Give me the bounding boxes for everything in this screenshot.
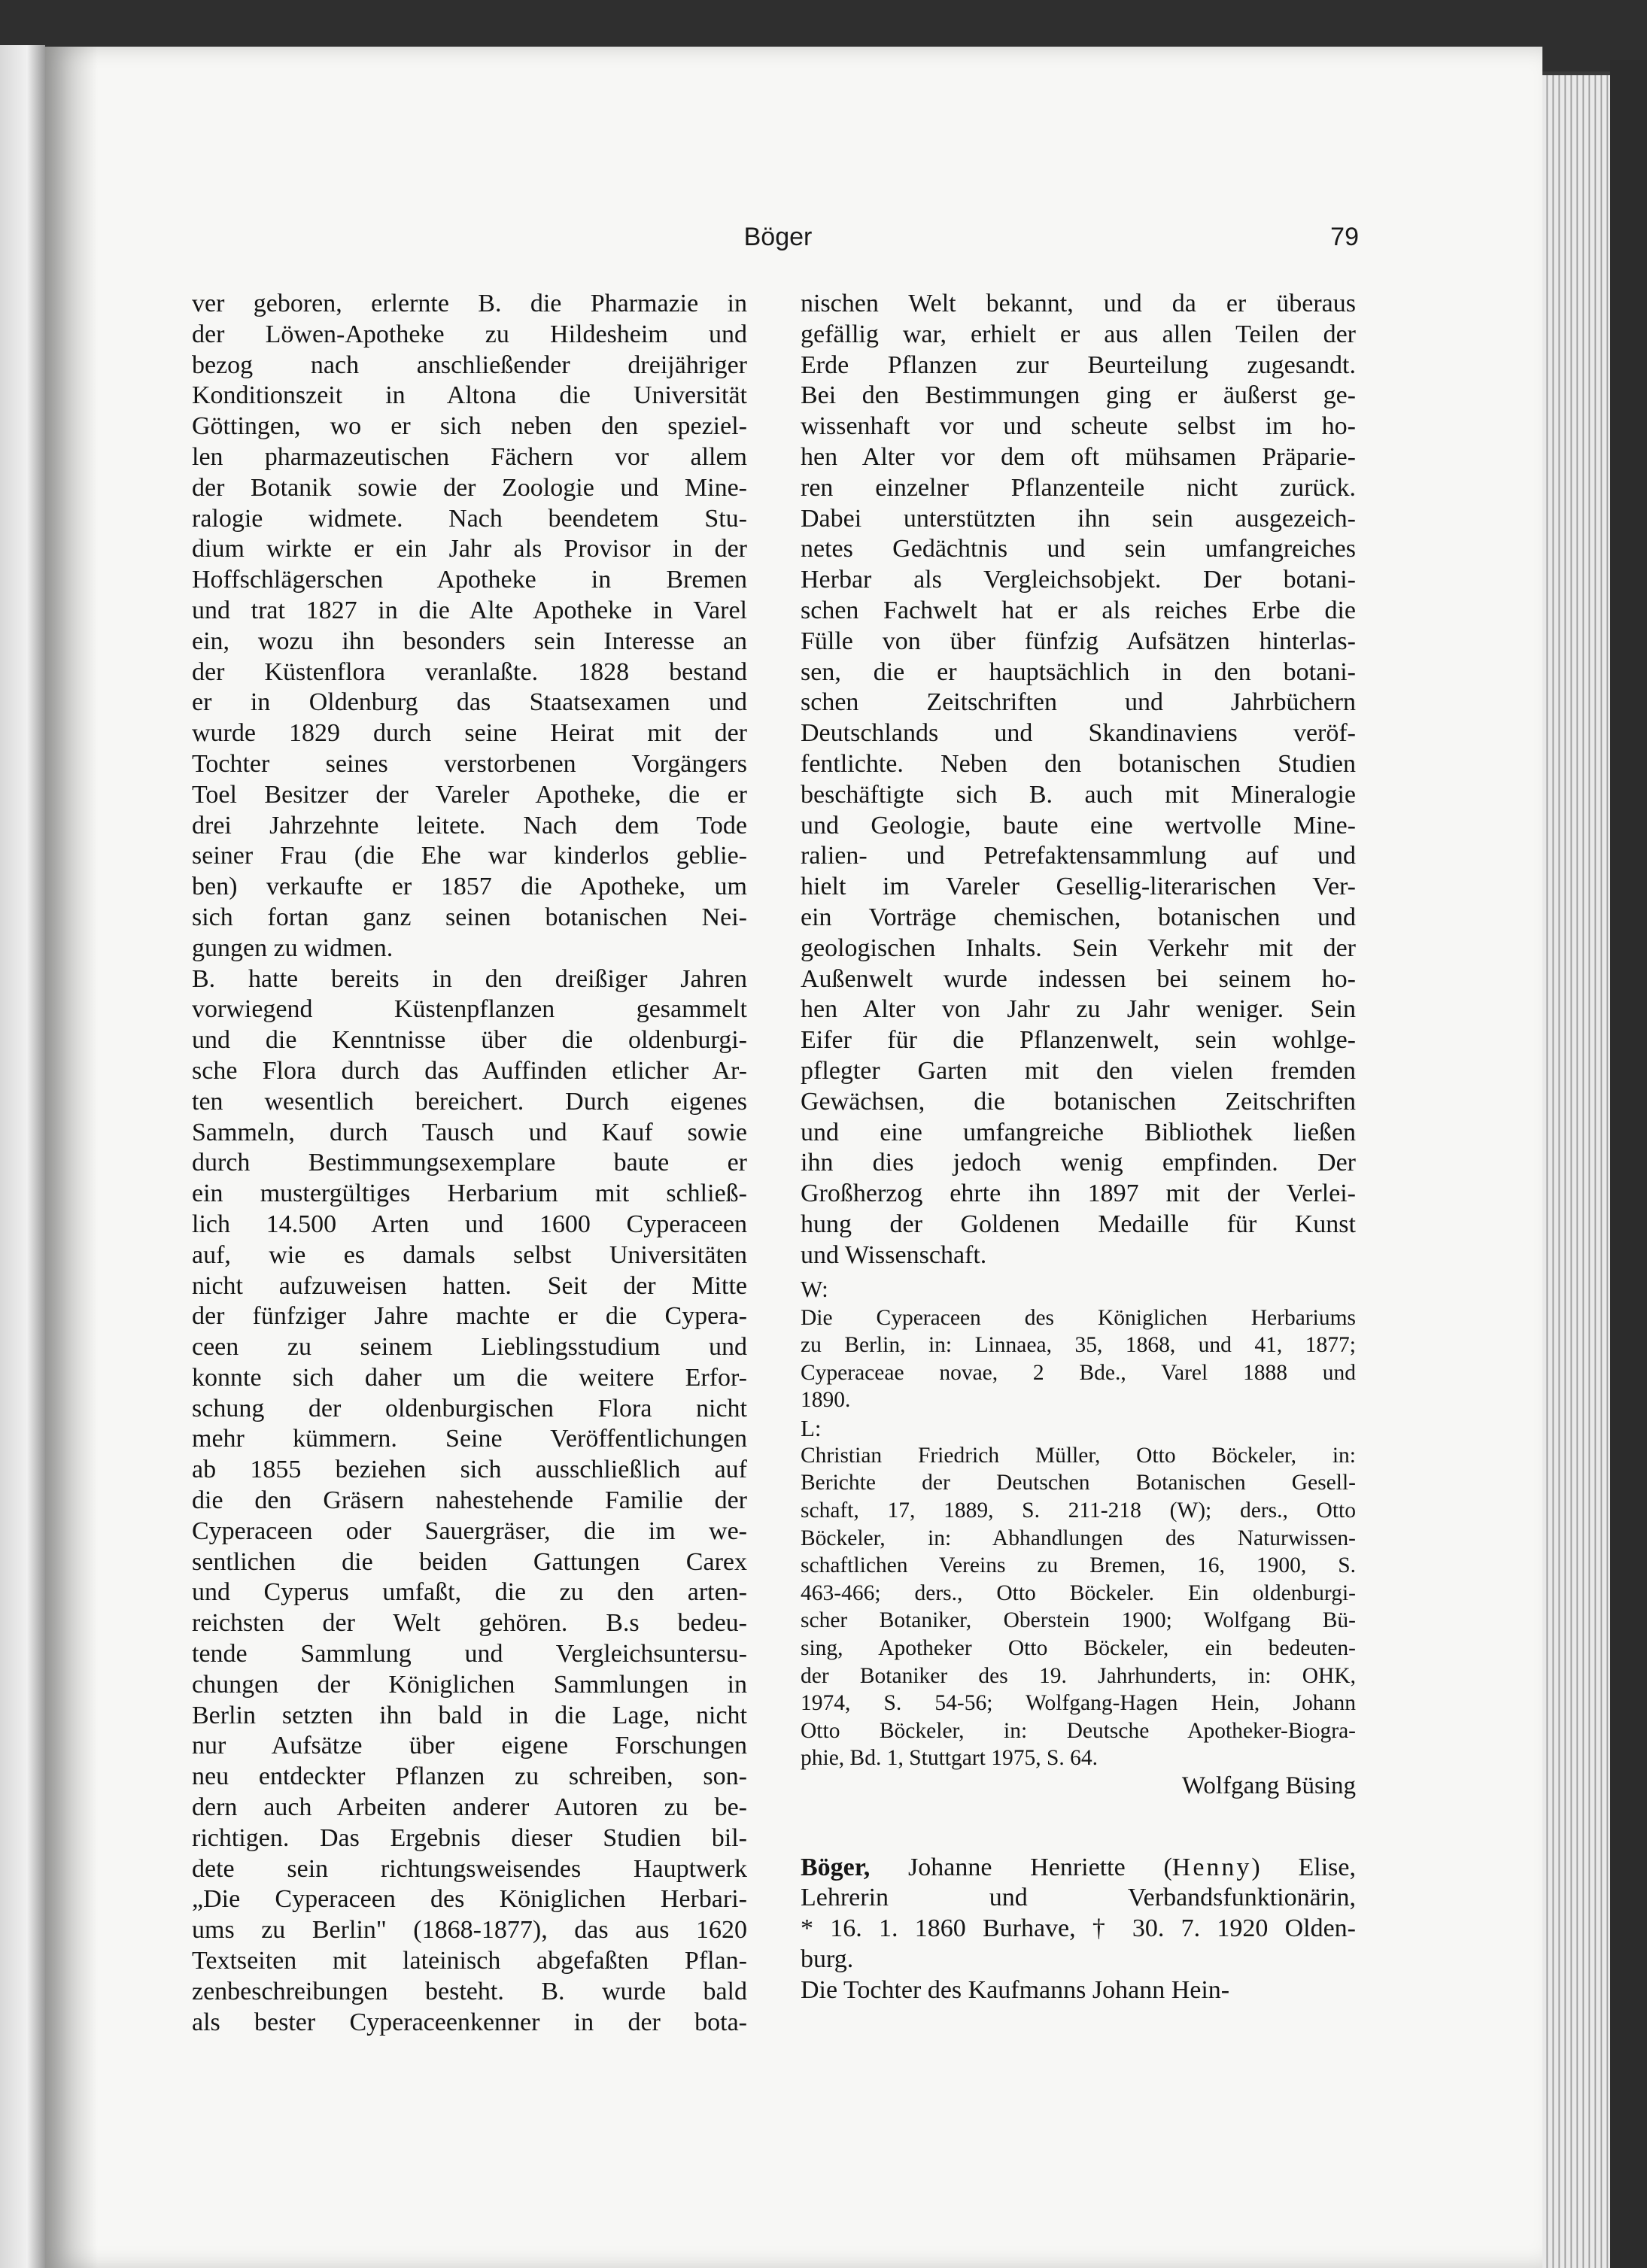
- body-text-line: ten wesentlich bereichert. Durch eigenes: [192, 1087, 747, 1116]
- body-text-line: tende Sammlung und Vergleichsuntersu-: [192, 1640, 747, 1668]
- body-text-line: gefällig war, erhielt er aus allen Teilen der: [801, 320, 1356, 348]
- book-cover: [1610, 60, 1647, 2268]
- body-text-line: Göttingen, wo er sich neben den speziel-: [192, 412, 747, 441]
- body-text-line: Konditionszeit in Altona die Universität: [192, 381, 747, 410]
- body-text-line: ein, wozu ihn besonders sein Interesse an: [192, 627, 747, 655]
- body-text-line: „Die Cyperaceen des Königlichen Herbari-: [192, 1885, 747, 1914]
- body-text-line: nicht aufzuweisen hatten. Seit der Mitte: [192, 1271, 747, 1300]
- body-text-line: ralien- und Petrefaktensammlung auf und: [801, 842, 1356, 870]
- body-text-line: sche Flora durch das Auffinden etlicher Ar-: [192, 1056, 747, 1085]
- body-text-line: Großherzog ehrte ihn 1897 mit der Verlei-: [801, 1180, 1356, 1208]
- body-text-line: lich 14.500 Arten und 1600 Cyperaceen: [192, 1210, 747, 1238]
- body-text-line: ren einzelner Pflanzenteile nicht zurück.: [801, 473, 1356, 502]
- body-text-line: Erde Pflanzen zur Beurteilung zugesandt.: [801, 351, 1356, 379]
- body-text-line: und trat 1827 in die Alte Apotheke in Varel: [192, 596, 747, 624]
- body-text-line: fentlichte. Neben den botanischen Studien: [801, 749, 1356, 778]
- body-text-line: zenbeschreibungen besteht. B. wurde bald: [192, 1977, 747, 2005]
- body-text-line: dern auch Arbeiten anderer Autoren zu be-: [192, 1793, 747, 1822]
- next-entry-line: Lehrerin und Verbandsfunktionärin,: [801, 1884, 1356, 1912]
- literature-line: sing, Apotheker Otto Böckeler, ein bedeuten-: [801, 1636, 1356, 1661]
- body-text-line: nur Aufsätze über eigene Forschungen: [192, 1732, 747, 1760]
- body-text-line: Bei den Bestimmungen ging er äußerst ge-: [801, 381, 1356, 410]
- body-text-line: geologischen Inhalts. Sein Verkehr mit der: [801, 934, 1356, 962]
- body-text-line: sich fortan ganz seinen botanischen Nei-: [192, 903, 747, 931]
- works-line: 1890.: [801, 1388, 851, 1413]
- body-text-line: ben) verkaufte er 1857 die Apotheke, um: [192, 873, 747, 901]
- entry-nickname: Henny: [1171, 1853, 1252, 1881]
- literature-line: schaftlichen Vereins zu Bremen, 16, 1900, S.: [801, 1553, 1356, 1578]
- literature-line: Böckeler, in: Abhandlungen des Naturwissen-: [801, 1526, 1356, 1550]
- body-text-line: ab 1855 beziehen sich ausschließlich auf: [192, 1456, 747, 1484]
- body-text-line: chungen der Königlichen Sammlungen in: [192, 1670, 747, 1699]
- body-text-line: richtigen. Das Ergebnis dieser Studien bil-: [192, 1823, 747, 1852]
- literature-line: 463-466; ders., Otto Böckeler. Ein oldenburgi-: [801, 1580, 1356, 1605]
- body-text-line: schen Zeitschriften und Jahrbüchern: [801, 688, 1356, 717]
- body-text-line: hung der Goldenen Medaille für Kunst: [801, 1210, 1356, 1238]
- body-text-line: ein Vorträge chemischen, botanischen und: [801, 903, 1356, 931]
- body-text-line: durch Bestimmungsexemplare baute er: [192, 1149, 747, 1177]
- left-column: [192, 289, 747, 2038]
- body-text-line: als bester Cyperaceenkenner in der bota-: [192, 2008, 747, 2036]
- entry-surname: Böger,: [801, 1853, 871, 1881]
- body-text-line: schung der oldenburgischen Flora nicht: [192, 1394, 747, 1422]
- facing-page-edge: [0, 45, 45, 2268]
- body-text-line: wissenhaft vor und scheute selbst im ho-: [801, 412, 1356, 441]
- body-text-line: dium wirkte er ein Jahr als Provisor in der: [192, 535, 747, 563]
- right-column: [801, 289, 1356, 2006]
- body-text-line: seiner Frau (die Ehe war kinderlos geblie-: [192, 842, 747, 870]
- next-entry-line: * 16. 1. 1860 Burhave, † 30. 7. 1920 Olden-: [801, 1914, 1356, 1943]
- body-text-line: ralogie widmete. Nach beendetem Stu-: [192, 504, 747, 533]
- literature-line: Otto Böckeler, in: Deutsche Apotheker-Biogra-: [801, 1718, 1356, 1743]
- body-text-line: ver geboren, erlernte B. die Pharmazie in: [192, 290, 747, 317]
- body-text-line: dete sein richtungsweisendes Hauptwerk: [192, 1854, 747, 1883]
- body-text-line: Sammeln, durch Tausch und Kauf sowie: [192, 1118, 747, 1146]
- works-line: Die Cyperaceen des Königlichen Herbariums: [801, 1305, 1356, 1330]
- body-text-line: ein mustergültiges Herbarium mit schließ-: [192, 1180, 747, 1208]
- body-text-line: Cyperaceen oder Sauergräser, die im we-: [192, 1517, 747, 1545]
- body-text-line: netes Gedächtnis und sein umfangreiches: [801, 535, 1356, 563]
- body-text-line: schen Fachwelt hat er als reiches Erbe die: [801, 596, 1356, 624]
- body-text-line: und Wissenschaft.: [801, 1240, 987, 1269]
- running-head: Böger: [743, 223, 813, 251]
- body-text-line: auf, wie es damals selbst Universitäten: [192, 1240, 747, 1269]
- body-text-line: ihn dies jedoch wenig empfinden. Der: [801, 1149, 1356, 1177]
- body-text-line: sen, die er hauptsächlich in den botani-: [801, 657, 1356, 686]
- body-text-line: mehr kümmern. Seine Veröffentlichungen: [192, 1425, 747, 1453]
- works-line: Cyperaceae novae, 2 Bde., Varel 1888 und: [801, 1360, 1356, 1385]
- literature-line: der Botaniker des 19. Jahrhunderts, in: OHK,: [801, 1663, 1356, 1688]
- literature-line: scher Botaniker, Oberstein 1900; Wolfgang Bü-: [801, 1608, 1356, 1633]
- works-line: zu Berlin, in: Linnaea, 35, 1868, und 41, 1877;: [801, 1333, 1356, 1358]
- body-text-line: nischen Welt bekannt, und da er überaus: [801, 290, 1356, 317]
- body-text-line: Dabei unterstützten ihn sein ausgezeich-: [801, 504, 1356, 533]
- body-text-line: Berlin setzten ihn bald in die Lage, nicht: [192, 1701, 747, 1729]
- body-text-line: vorwiegend Küstenpflanzen gesammelt: [192, 995, 747, 1024]
- page-number: 79: [1330, 223, 1359, 251]
- body-text-line: und eine umfangreiche Bibliothek ließen: [801, 1118, 1356, 1146]
- literature-line: Christian Friedrich Müller, Otto Böckeler, in:: [801, 1443, 1356, 1468]
- body-text-line: bezog nach anschließender dreijähriger: [192, 351, 747, 379]
- body-text-line: Hoffschlägerschen Apotheke in Bremen: [192, 566, 747, 594]
- next-entry-headline: [801, 1853, 1356, 1884]
- body-text-line: Tochter seines verstorbenen Vorgängers: [192, 749, 747, 778]
- body-text-line: Textseiten mit lateinisch abgefaßten Pflan-: [192, 1947, 747, 1975]
- body-text-line: neu entdeckter Pflanzen zu schreiben, son-: [192, 1762, 747, 1791]
- body-text-line: der fünfziger Jahre machte er die Cypera-: [192, 1302, 747, 1331]
- body-text-line: reichsten der Welt gehören. B.s bedeu-: [192, 1609, 747, 1638]
- entry-given-names-rest: ) Elise,: [1251, 1853, 1356, 1881]
- body-text-line: die den Gräsern nahestehende Familie der: [192, 1486, 747, 1515]
- body-text-line: sentlichen die beiden Gattungen Carex: [192, 1547, 747, 1576]
- works-label: W:: [801, 1275, 828, 1302]
- body-text-line: Herbar als Vergleichsobjekt. Der botani-: [801, 566, 1356, 594]
- body-text-line: wurde 1829 durch seine Heirat mit der: [192, 719, 747, 748]
- body-text-line: und Cyperus umfaßt, die zu den arten-: [192, 1578, 747, 1607]
- literature-label: L:: [801, 1414, 822, 1441]
- author-signature: Wolfgang Büsing: [1181, 1772, 1356, 1799]
- body-text-line: B. hatte bereits in den dreißiger Jahren: [192, 964, 747, 993]
- gutter-shadow: [45, 47, 98, 2268]
- body-text-line: gungen zu widmen.: [192, 934, 394, 962]
- body-text-line: Eifer für die Pflanzenwelt, sein wohlge-: [801, 1026, 1356, 1055]
- body-text-line: drei Jahrzehnte leitete. Nach dem Tode: [192, 811, 747, 839]
- body-text-line: Außenwelt wurde indessen bei seinem ho-: [801, 964, 1356, 993]
- body-text-line: Deutschlands und Skandinaviens veröf-: [801, 719, 1356, 748]
- body-text-line: und die Kenntnisse über die oldenburgi-: [192, 1026, 747, 1055]
- body-text-line: er in Oldenburg das Staatsexamen und: [192, 688, 747, 717]
- body-text-line: beschäftigte sich B. auch mit Mineralogie: [801, 780, 1356, 809]
- literature-line: phie, Bd. 1, Stuttgart 1975, S. 64.: [801, 1746, 1098, 1771]
- body-text-line: pflegter Garten mit den vielen fremden: [801, 1056, 1356, 1085]
- next-entry-line: burg.: [801, 1945, 854, 1973]
- literature-line: Berichte der Deutschen Botanischen Gesell-: [801, 1471, 1356, 1495]
- body-text-line: hen Alter vor dem oft mühsamen Präparie-: [801, 442, 1356, 471]
- body-text-line: hen Alter von Jahr zu Jahr weniger. Sein: [801, 995, 1356, 1024]
- body-text-line: der Botanik sowie der Zoologie und Mine-: [192, 473, 747, 502]
- body-text-line: Toel Besitzer der Vareler Apotheke, die er: [192, 780, 747, 809]
- entry-gap: [801, 1800, 1356, 1853]
- body-text-line: ums zu Berlin" (1868-1877), das aus 1620: [192, 1916, 747, 1945]
- body-text-line: Gewächsen, die botanischen Zeitschriften: [801, 1087, 1356, 1116]
- body-text-line: len pharmazeutischen Fächern vor allem: [192, 442, 747, 471]
- body-text-line: ceen zu seinem Lieblingsstudium und: [192, 1333, 747, 1362]
- body-text-line: Fülle von über fünfzig Aufsätzen hinterlas-: [801, 627, 1356, 655]
- body-text-line: der Löwen-Apotheke zu Hildesheim und: [192, 320, 747, 348]
- body-text-line: und Geologie, baute eine wertvolle Mine-: [801, 811, 1356, 839]
- literature-line: schaft, 17, 1889, S. 211-218 (W); ders., Otto: [801, 1498, 1356, 1523]
- next-entry-line: Die Tochter des Kaufmanns Johann Hein-: [801, 1975, 1230, 2004]
- body-text-line: der Küstenflora veranlaßte. 1828 bestand: [192, 657, 747, 686]
- body-text-line: hielt im Vareler Gesellig-literarischen Ver-: [801, 873, 1356, 901]
- literature-line: 1974, S. 54-56; Wolfgang-Hagen Hein, Johann: [801, 1691, 1356, 1716]
- body-text-line: konnte sich daher um die weitere Erfor-: [192, 1363, 747, 1392]
- entry-given-names: Johanne Henriette (: [908, 1853, 1172, 1881]
